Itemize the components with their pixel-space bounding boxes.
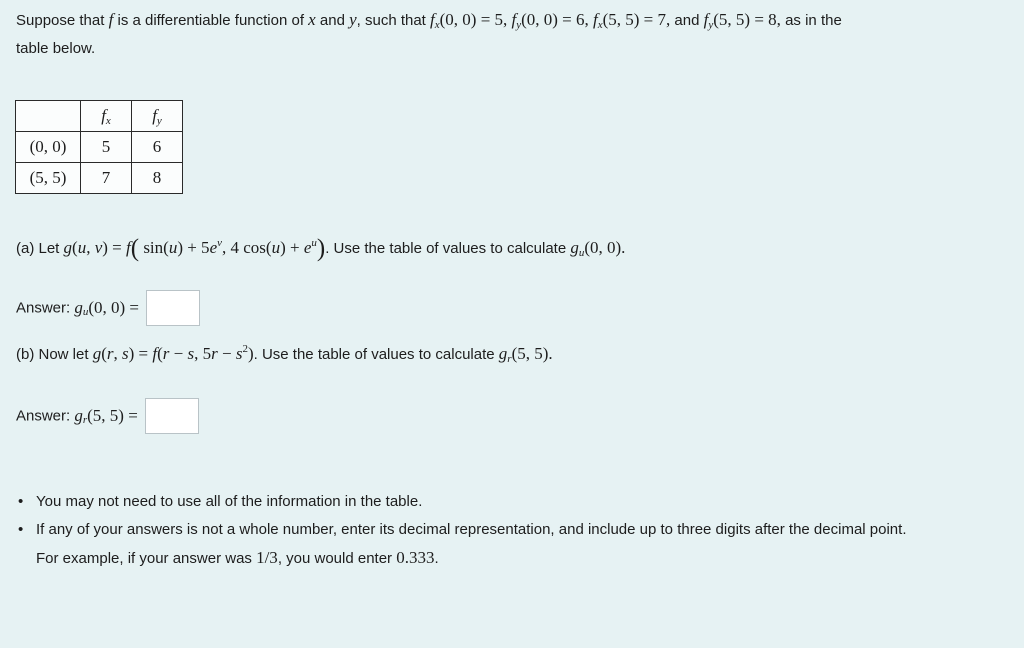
list-item: • You may not need to use all of the information in the table. bbox=[18, 488, 1008, 516]
intro-line-2: table below. bbox=[16, 40, 96, 57]
bullet-icon: • bbox=[18, 521, 24, 538]
table-cell-fy: 6 bbox=[132, 132, 183, 163]
bullet-icon: • bbox=[18, 493, 24, 510]
part-b-question: (b) Now let g(r, s) = f(r − s, $5r - s^2$). Use the table of values to calculate $g_r(5$, 5). bbox=[16, 343, 553, 365]
table-cell-fy: 8 bbox=[132, 163, 183, 194]
answer-b-row: Answer: $g_r(5$, 5) = bbox=[16, 398, 199, 434]
table-cell-point: (0, 0) bbox=[16, 132, 81, 163]
table-header-fy: $f_y$ bbox=[132, 101, 183, 132]
answer-a-input[interactable] bbox=[146, 290, 200, 326]
answer-a-row: Answer: $g_u(0$, 0) = bbox=[16, 290, 200, 326]
notes-list bbox=[18, 488, 1008, 573]
table-row bbox=[16, 163, 183, 194]
table-cell-fx: 7 bbox=[81, 163, 132, 194]
values-table bbox=[15, 100, 183, 194]
table-row bbox=[16, 132, 183, 163]
table-corner-cell bbox=[16, 101, 81, 132]
part-a-question: (a) Let g(u, v) = f( $\sin(u) + 5e^v$, 4 $\cos(u) + e^u$). Use the table of values to calculate $g_u(0$, 0). bbox=[16, 235, 626, 262]
intro-line-1: Suppose that f is a differentiable function of x and y, such that $f_x(0$, 0) = 5, $f_y(0$, 0) = 6, $f_x(5$, 5) = 7, and $f_y(5$, 5) = 8, as in the bbox=[16, 10, 842, 31]
list-item: • If any of your answers is not a whole number, enter its decimal representation, and include up to three digits after the decimal point. For example, if your answer was 1/3, you would enter 0.333. bbox=[18, 516, 1008, 573]
table-header-row bbox=[16, 101, 183, 132]
table-header-fx: $f_x$ bbox=[81, 101, 132, 132]
table-cell-fx: 5 bbox=[81, 132, 132, 163]
answer-b-input[interactable] bbox=[145, 398, 199, 434]
table-cell-point: (5, 5) bbox=[16, 163, 81, 194]
